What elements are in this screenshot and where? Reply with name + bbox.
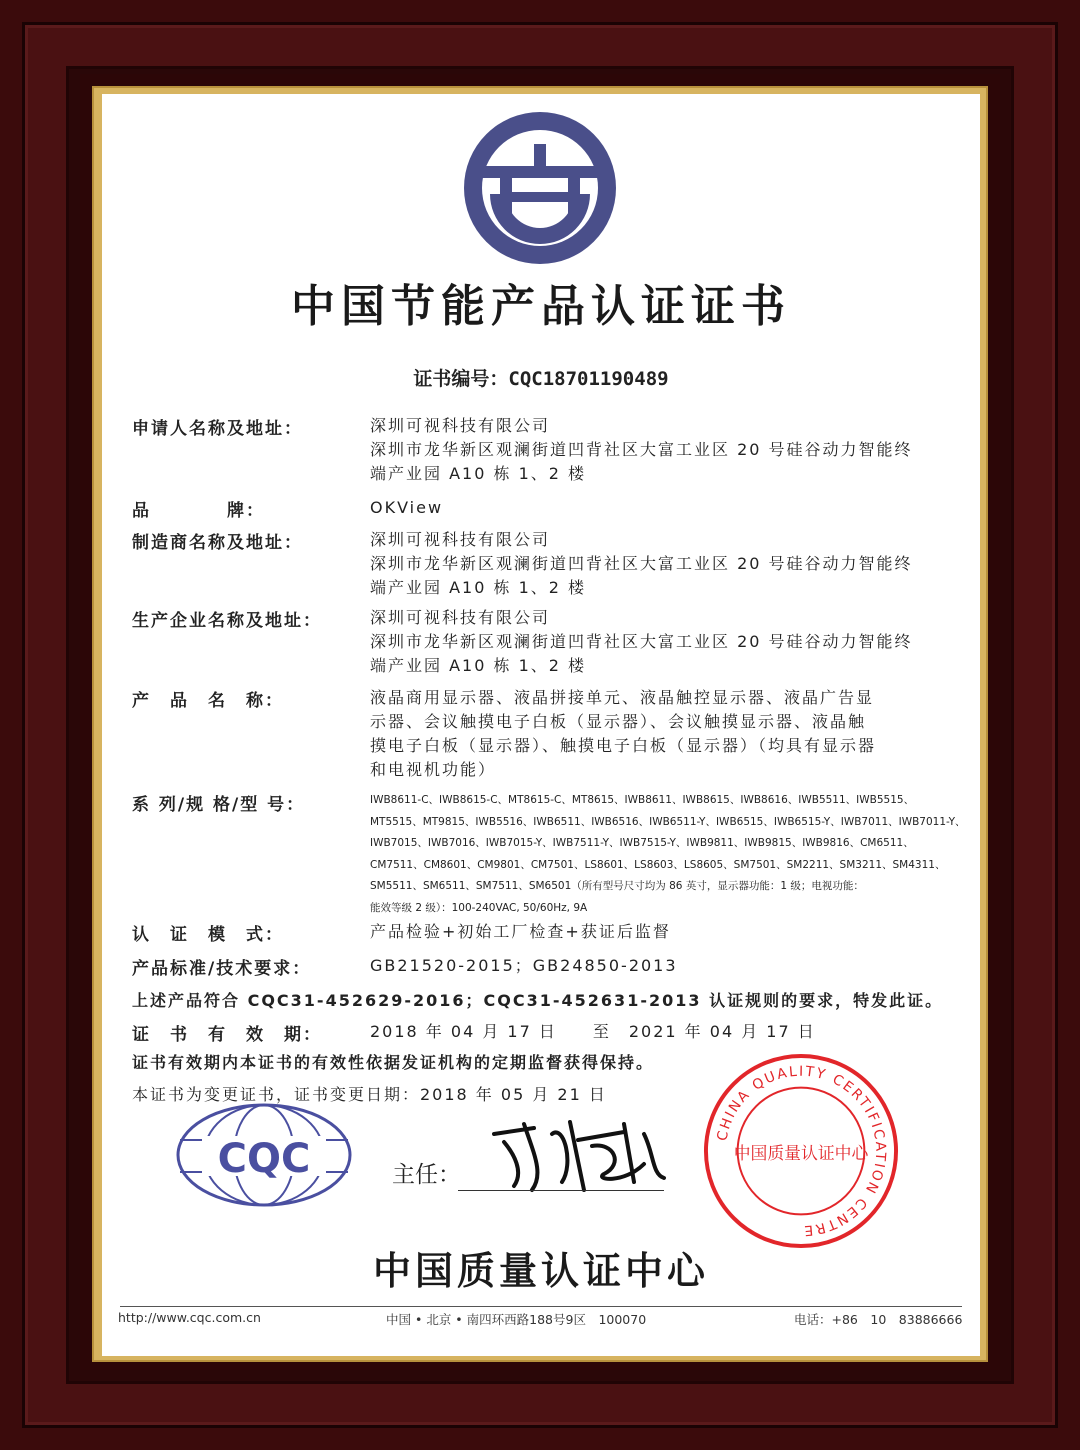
statement: 上述产品符合 CQC31-452629-2016；CQC31-452631-2013 认证规则的要求，特发此证。	[132, 991, 944, 1010]
validity-value: 2018 年 04 月 17 日 至 2021 年 04 月 17 日	[370, 1022, 816, 1041]
change-note: 本证书为变更证书，证书变更日期：2018 年 05 月 21 日	[132, 1085, 607, 1104]
model-line: SM5511、SM6511、SM7511、SM6501（所有型号尺寸均为 86 英寸，显示器功能：1 级；电视功能：	[370, 880, 864, 892]
svg-text:中国质量认证中心: 中国质量认证中心	[733, 1142, 869, 1163]
factory-name: 深圳可视科技有限公司	[370, 608, 551, 627]
model-label: 系 列/规 格/型 号：	[132, 795, 306, 815]
certificate-paper	[102, 94, 980, 1356]
footer-url: http://www.cqc.com.cn	[118, 1310, 261, 1325]
svg-text:CQC: CQC	[217, 1136, 311, 1182]
certificate-title: 中国节能产品认证证书	[291, 281, 791, 332]
manufacturer-value	[370, 528, 940, 600]
standard-value: GB21520-2015；GB24850-2013	[370, 956, 678, 975]
product-line: 示器、会议触摸电子白板（显示器）、会议触摸显示器、液晶触	[370, 712, 867, 731]
svg-text:CHINA QUALITY CERTIFICATION CE: CHINA QUALITY CERTIFICATION CENTRE	[714, 1063, 889, 1239]
product-value	[370, 686, 940, 782]
cqc-logo-icon	[174, 1100, 354, 1210]
manufacturer-address-line: 端产业园 A10 栋 1、2 楼	[370, 578, 587, 597]
model-list	[370, 790, 966, 919]
brand-label: 品 牌：	[132, 501, 265, 521]
mode-value: 产品检验+初始工厂检查+获证后监督	[370, 922, 671, 941]
applicant-value	[370, 414, 940, 486]
factory-address-line: 深圳市龙华新区观澜街道凹背社区大富工业区 20 号硅谷动力智能终	[370, 632, 913, 651]
footer-divider	[120, 1306, 962, 1307]
applicant-label: 申请人名称及地址：	[132, 419, 303, 439]
model-line: IWB8611-C、IWB8615-C、MT8615-C、MT8615、IWB8611、IWB8615、IWB8616、IWB5511、IWB5515、	[370, 794, 915, 806]
factory-address-line: 端产业园 A10 栋 1、2 楼	[370, 656, 587, 675]
applicant-name: 深圳可视科技有限公司	[370, 416, 551, 435]
mode-label: 认 证 模 式：	[132, 925, 284, 945]
manufacturer-address-line: 深圳市龙华新区观澜街道凹背社区大富工业区 20 号硅谷动力智能终	[370, 554, 913, 573]
manufacturer-name: 深圳可视科技有限公司	[370, 530, 551, 549]
model-line: 能效等级 2 级）：100-240VAC, 50/60Hz, 9A	[370, 901, 588, 914]
model-line: MT5515、MT9815、IWB5516、IWB6511、IWB6516、IWB6511-Y、IWB6515、IWB6515-Y、IWB7011、IWB7011-Y、	[370, 815, 966, 828]
applicant-address-line: 深圳市龙华新区观澜街道凹背社区大富工业区 20 号硅谷动力智能终	[370, 440, 913, 459]
model-line: CM7511、CM8601、CM9801、CM7501、LS8601、LS8603、LS8605、SM7501、SM2211、SM3211、SM4311、	[370, 858, 946, 871]
factory-value	[370, 606, 940, 678]
applicant-address-line: 端产业园 A10 栋 1、2 楼	[370, 464, 587, 483]
director-label: 主任：	[392, 1162, 461, 1188]
energy-saving-logo-icon	[460, 108, 620, 268]
product-label: 产 品 名 称：	[132, 691, 284, 711]
model-line: IWB7015、IWB7016、IWB7015-Y、IWB7511-Y、IWB7515-Y、IWB9811、IWB9815、IWB9816、CM6511、	[370, 837, 914, 849]
manufacturer-label: 制造商名称及地址：	[132, 533, 303, 553]
footer-phone: 电话：+86 10 83886666	[794, 1312, 963, 1327]
factory-label: 生产企业名称及地址：	[132, 611, 322, 631]
standard-label: 产品标准/技术要求：	[132, 959, 312, 979]
cqc-red-seal-icon	[702, 1052, 900, 1250]
issuer-name: 中国质量认证中心	[372, 1249, 709, 1293]
product-line: 摸电子白板（显示器）、触摸电子白板（显示器）（均具有显示器	[370, 736, 877, 755]
product-line: 液晶商用显示器、液晶拼接单元、液晶触控显示器、液晶广告显	[370, 688, 875, 707]
certificate-number: 证书编号：CQC18701190489	[413, 368, 669, 390]
validity-label: 证 书 有 效 期：	[132, 1025, 322, 1045]
brand-value: OKView	[370, 498, 444, 517]
validity-note: 证书有效期内本证书的有效性依据发证机构的定期监督获得保持。	[132, 1053, 655, 1072]
director-signature-icon	[474, 1094, 674, 1194]
signature-line	[458, 1190, 664, 1191]
product-line: 和电视机功能）	[370, 760, 497, 779]
footer-address: 中国 • 北京 • 南四环西路188号9区 100070	[386, 1312, 647, 1327]
